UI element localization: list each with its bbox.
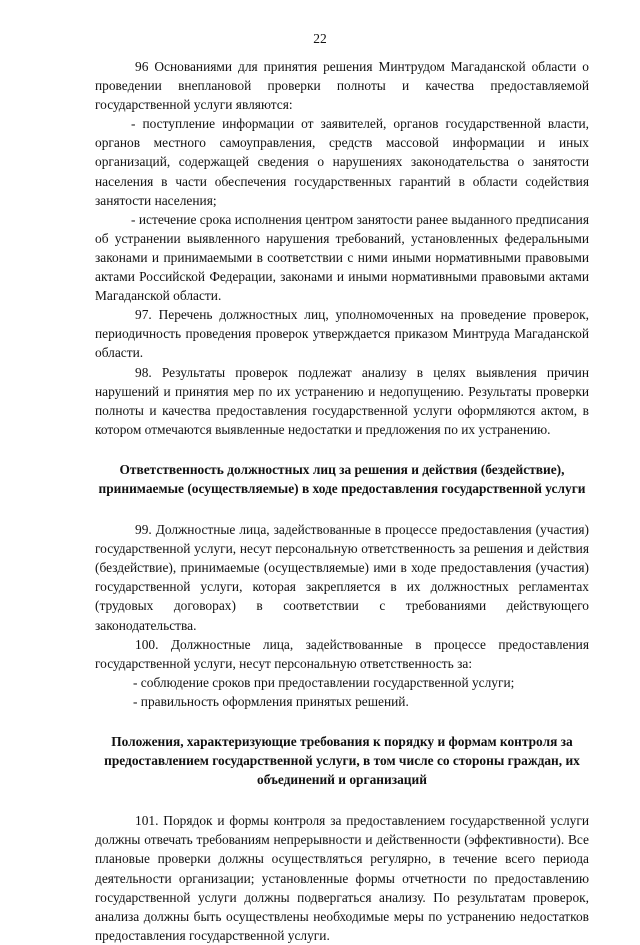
paragraph-98: 98. Результаты проверок подлежат анализу в целях выявления причин нарушений и принятия мер по их устранению и недопущению. Результаты проверки полноты и качества предоставления государственной услуги оформляются актом, в котором отмечаются выявленные недостатки и предложения по их устранению. bbox=[95, 364, 589, 437]
heading-line: Ответственность должностных лиц за решения и действия (бездействие), bbox=[119, 461, 565, 477]
section-heading-control bbox=[95, 732, 589, 789]
paragraph-96-item-b: - истечение срока исполнения центром занятости ранее выданного предписания об устранении выявленного нарушения требований, установленных федеральными законами и принимаемыми в соответствии с ними иными нормативными правовыми актами Российской Федерации, законами и иными нормативными правовыми актами Магаданской области. bbox=[95, 211, 589, 304]
heading-line: Положения, характеризующие требования к порядку и формам контроля за bbox=[111, 734, 573, 749]
page-number: 22 bbox=[313, 31, 327, 46]
heading-line: предоставлением государственной услуги, в том числе со стороны граждан, их bbox=[104, 753, 580, 769]
heading-line: объединений и организаций bbox=[257, 772, 427, 788]
paragraph-101: 101. Порядок и формы контроля за предоставлением государственной услуги должны отвечать требованиям непрерывности и действенности (эффективности). Все плановые проверки должны осуществляться регулярно, в течение всего периода деятельности организации; установленные формы отчетности по предоставлению государственной услуги должны подвергаться анализу. По результатам проверок, анализа должны быть осуществлены необходимые меры по устранению недостатков предоставления государственной услуги. bbox=[95, 813, 589, 943]
paragraph-96: 96 Основаниями для принятия решения Минтрудом Магаданской области о проведении внеплановой проверки полноты и качества предоставляемой государственной услуги являются: bbox=[95, 59, 589, 113]
paragraph-100-item-a: - соблюдение сроков при предоставлении государственной услуги; bbox=[133, 674, 515, 690]
paragraph-100: 100. Должностные лица, задействованные в процессе предоставления государственной услуги, несут персональную ответственность за: bbox=[95, 636, 589, 671]
paragraph-99: 99. Должностные лица, задействованные в процессе предоставления (участия) государственной услуги, несут персональную ответственность за решения и действия (бездействие), принимаемые (осуществляемые) ими в ходе предоставления (участия) государственной услуги, которая закрепляется в их должностных регламентах (трудовых договорах) в соответствии с требованиями действующего законодательства. bbox=[95, 522, 589, 633]
paragraph-96-item-a: - поступление информации от заявителей, органов государственной власти, органов местного самоуправления, средств массовой информации и иных организаций, содержащей сведения о нарушениях законодательства о занятости населения в части обеспечения государственных гарантий в области содействия занятости населения; bbox=[95, 116, 589, 208]
document-body bbox=[95, 57, 589, 945]
paragraph-97: 97. Перечень должностных лиц, уполномоченных на проведение проверок, периодичность проведения проверок утверждается приказом Минтруда Магаданской области. bbox=[95, 307, 589, 361]
heading-line: принимаемые (осуществляемые) в ходе предоставления государственной услуги bbox=[98, 480, 586, 496]
section-heading-responsibility bbox=[95, 460, 589, 498]
paragraph-100-item-b: - правильность оформления принятых решений. bbox=[133, 693, 409, 709]
